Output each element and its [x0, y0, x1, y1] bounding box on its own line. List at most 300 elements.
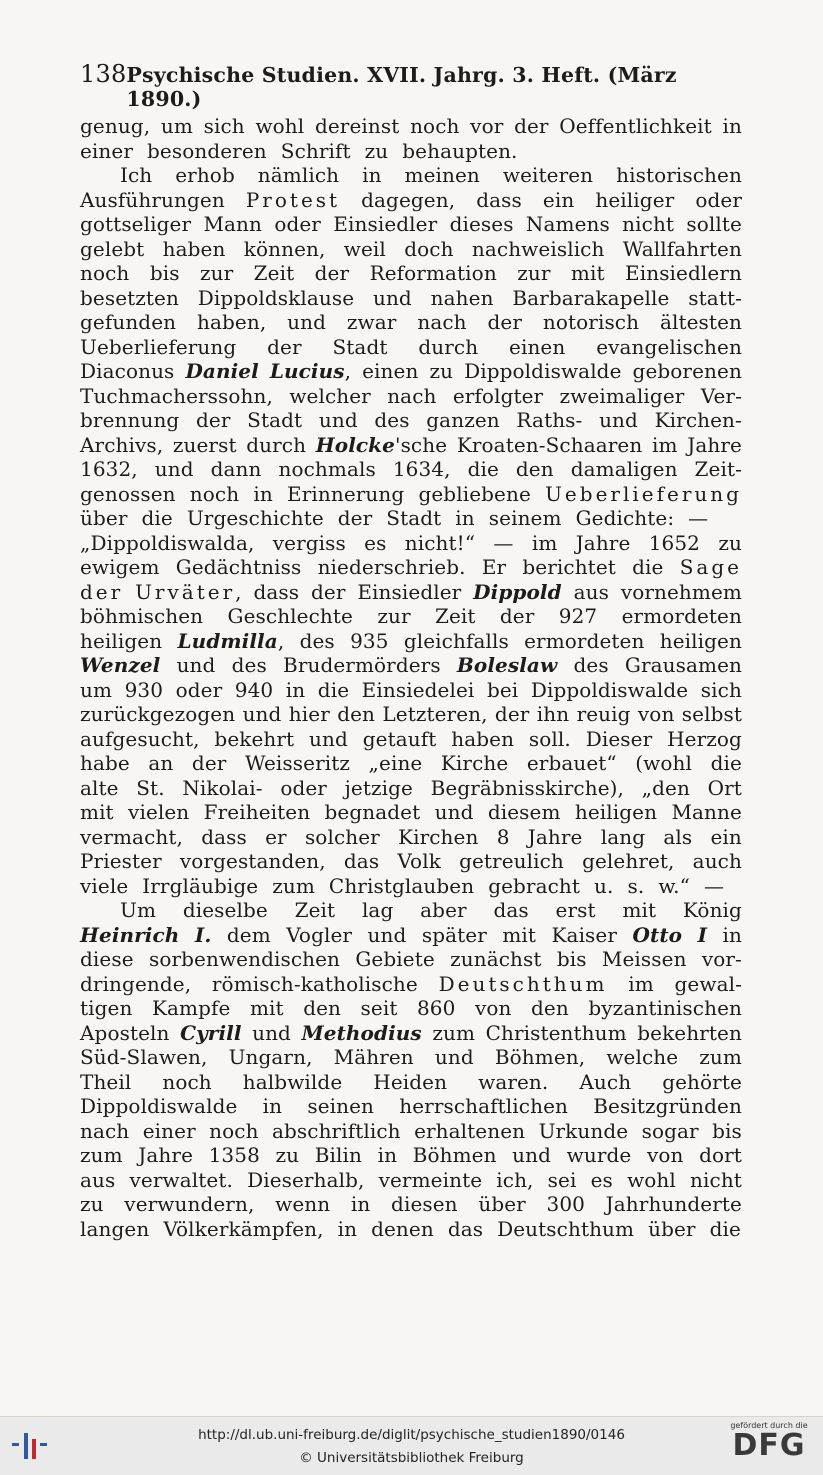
- word: Sage: [679, 555, 742, 579]
- word: Boleslaw: [456, 653, 558, 677]
- word: zur: [199, 261, 234, 285]
- text-line: [80, 678, 742, 703]
- word: Stadt: [332, 334, 388, 359]
- word: Urkunde: [538, 1118, 629, 1143]
- text-line: [80, 825, 742, 850]
- word: im: [531, 530, 558, 555]
- word: u.: [594, 873, 614, 898]
- word: jetzige: [344, 775, 413, 800]
- word: —: [493, 530, 514, 555]
- word: Er: [481, 555, 507, 579]
- word: es: [590, 1167, 613, 1192]
- word: bekehrt: [214, 726, 295, 751]
- word: Dieser: [585, 726, 653, 751]
- word: es: [364, 530, 387, 555]
- word: Urgeschichte: [186, 506, 324, 530]
- word: historischen: [616, 163, 742, 187]
- word: einer: [80, 138, 134, 163]
- text-line: [80, 335, 742, 360]
- word: getreulich: [459, 849, 564, 873]
- word: gebracht: [488, 873, 581, 898]
- text-line: [80, 972, 742, 997]
- word: Jahre: [687, 432, 742, 457]
- word: Ueberlieferung: [545, 481, 742, 506]
- word: vielen: [128, 800, 190, 824]
- word: Barbarakapelle: [512, 285, 670, 310]
- word: aber: [420, 898, 467, 922]
- word: nachweislich: [471, 236, 605, 261]
- text-line: [80, 653, 742, 678]
- word: erfolgter: [452, 383, 544, 408]
- word: oder: [274, 212, 321, 236]
- text-line: [80, 776, 742, 801]
- word: erst: [555, 898, 596, 922]
- word: heiligen: [80, 628, 163, 653]
- word: vor: [470, 114, 504, 138]
- word: in: [350, 1192, 371, 1216]
- word: bis: [712, 1118, 742, 1143]
- word: in: [377, 1143, 398, 1167]
- word: zu: [80, 1192, 104, 1216]
- word: zur: [377, 604, 411, 628]
- word: mit: [502, 922, 537, 947]
- word: Ver-: [700, 383, 742, 408]
- word: die: [632, 555, 664, 579]
- word: nahen: [430, 285, 494, 310]
- word: Dippoldsklause: [197, 285, 355, 310]
- dfg-caption: gefördert durch die: [730, 1421, 808, 1430]
- text-line: [80, 1070, 742, 1095]
- text-line: [80, 1217, 742, 1242]
- word: 8: [496, 824, 510, 849]
- word: erbauet“: [526, 751, 617, 775]
- word: zu: [429, 359, 454, 383]
- text-line: [80, 1021, 742, 1046]
- word: den: [531, 996, 569, 1020]
- word: aufgesucht,: [80, 726, 200, 751]
- word: ganzen: [426, 408, 500, 432]
- word: reuig: [576, 702, 631, 726]
- text-line: [80, 237, 742, 262]
- word: Nikolai-: [182, 775, 263, 800]
- word: auch: [692, 849, 742, 873]
- word: 1358: [208, 1143, 260, 1167]
- word: Kirche: [440, 751, 509, 775]
- word: ältesten: [659, 310, 742, 334]
- word: Weisseritz: [244, 751, 351, 775]
- word: Um: [120, 898, 157, 922]
- word: und: [434, 1045, 474, 1069]
- word: Archivs,: [80, 432, 164, 457]
- word: und: [318, 408, 358, 432]
- word: Jahrhunderte: [605, 1192, 742, 1216]
- word: mit: [570, 261, 605, 285]
- word: Oeffentlichkeit: [559, 114, 712, 138]
- word: oder: [280, 775, 327, 800]
- word: Lucius,: [269, 359, 352, 383]
- word: verwaltet.: [129, 1167, 233, 1192]
- text-line: [80, 188, 742, 213]
- word: Ueberlieferung: [80, 334, 237, 359]
- word: „eine: [368, 751, 423, 775]
- word: Einsiedlern: [625, 261, 742, 285]
- word: ein: [710, 824, 742, 849]
- text-line: [80, 800, 742, 825]
- word: in: [362, 163, 382, 187]
- word: dereinst: [314, 114, 400, 138]
- text-line: [80, 555, 742, 580]
- word: verwundern,: [124, 1192, 255, 1216]
- word: lag: [361, 898, 394, 922]
- word: sich: [203, 114, 245, 138]
- word: vermeinte: [378, 1167, 483, 1192]
- word: s.: [627, 873, 645, 898]
- word: Dippoldiswalde: [530, 677, 689, 702]
- word: über: [648, 1216, 696, 1241]
- word: Dippoldiswalde: [464, 359, 622, 383]
- word: noch: [189, 481, 240, 506]
- word: Volk: [397, 849, 441, 873]
- word: I: [697, 922, 708, 947]
- word: vornehmem: [620, 579, 742, 604]
- word: Wallfahrten: [622, 236, 742, 261]
- word: den: [303, 996, 342, 1020]
- text-line: [80, 1168, 742, 1193]
- word: römisch-katholische: [211, 971, 418, 996]
- word: Einsiedelei: [361, 677, 475, 702]
- word: Jahre: [527, 824, 583, 849]
- word: Ort: [707, 775, 742, 800]
- word: genug,: [80, 114, 151, 138]
- word: zu: [275, 1143, 300, 1167]
- word: über: [80, 506, 128, 530]
- text-line: [80, 629, 742, 654]
- text-line: [80, 139, 742, 164]
- text-line: [80, 874, 742, 899]
- word: waren.: [478, 1069, 549, 1094]
- word: Dippoldiswalde: [80, 1094, 238, 1118]
- text-line: [80, 727, 742, 752]
- text-line: [80, 996, 742, 1021]
- word: 930: [124, 677, 164, 702]
- word: Kroaten-Schaaren: [456, 432, 643, 457]
- word: lang: [600, 824, 646, 849]
- word: Mähren: [333, 1045, 414, 1069]
- word: und: [512, 1143, 552, 1167]
- word: zur: [517, 261, 551, 285]
- word: können,: [243, 236, 326, 261]
- word: 927: [558, 604, 598, 628]
- word: die: [467, 457, 499, 481]
- word: in: [337, 1216, 358, 1241]
- word: in: [253, 481, 273, 506]
- word: 940: [234, 677, 274, 702]
- word: er: [265, 824, 287, 849]
- word: denen: [371, 1216, 434, 1241]
- word: nämlich: [257, 163, 340, 187]
- text-line: [80, 286, 742, 311]
- word: Aposteln: [80, 1020, 170, 1045]
- word: und: [287, 310, 327, 334]
- word: besetzten: [80, 285, 179, 310]
- word: alte: [80, 775, 119, 800]
- word: Süd-Slawen,: [80, 1045, 208, 1069]
- word: (wohl: [635, 751, 693, 775]
- word: die: [710, 751, 742, 775]
- word: ermordeten: [524, 628, 645, 653]
- word: berichtet: [522, 555, 616, 579]
- word: der: [314, 261, 350, 285]
- word: im: [628, 971, 654, 996]
- word: dieselbe: [182, 898, 268, 922]
- word: soll.: [528, 726, 571, 751]
- word: Kirchen: [398, 824, 479, 849]
- word: noch: [209, 1118, 259, 1143]
- word: einen: [362, 359, 419, 383]
- word: halbwilde: [242, 1069, 343, 1094]
- word: zweimaliger: [559, 383, 685, 408]
- word: Zeit-: [694, 457, 742, 481]
- word: haben,: [197, 310, 267, 334]
- word: selbst: [681, 702, 742, 726]
- word: gottseliger: [80, 212, 192, 236]
- word: zum: [80, 1143, 123, 1167]
- word: als: [663, 824, 693, 849]
- word: durch: [418, 334, 479, 359]
- word: Begräbnisskirche),: [430, 775, 625, 800]
- word: und: [154, 457, 194, 481]
- word: weiteren: [502, 163, 594, 187]
- word: Grausamen: [624, 653, 742, 677]
- word: Ausführungen: [80, 187, 225, 212]
- word: solcher: [304, 824, 380, 849]
- word: getauft: [362, 726, 437, 751]
- text-line: [80, 384, 742, 409]
- word: St.: [136, 775, 165, 800]
- word: in: [722, 922, 742, 947]
- dfg-logo: [725, 1421, 813, 1473]
- word: Einsiedler: [333, 212, 438, 236]
- word: gefunden: [80, 310, 177, 334]
- word: Dieserhalb,: [247, 1167, 365, 1192]
- word: über: [478, 1192, 526, 1216]
- word: einer: [142, 1118, 196, 1143]
- word: Reformation: [369, 261, 497, 285]
- word: gewal-: [674, 971, 742, 996]
- word: zum: [432, 1020, 476, 1045]
- word: Stadt: [386, 506, 442, 530]
- word: doch: [404, 236, 454, 261]
- text-line: [80, 212, 742, 237]
- word: Cyrill: [180, 1020, 242, 1045]
- word: bis: [149, 261, 180, 285]
- word: Freiheiten: [203, 800, 311, 824]
- word: der: [267, 334, 302, 359]
- word: um: [80, 677, 113, 702]
- word: brennung: [80, 408, 180, 432]
- running-header: [80, 60, 740, 111]
- word: oder: [175, 677, 223, 702]
- word: Böhmen,: [494, 1045, 586, 1069]
- word: gleichfalls: [403, 628, 509, 653]
- word: Auch: [579, 1069, 632, 1094]
- word: gebliebene: [418, 481, 531, 506]
- word: diesem: [487, 800, 561, 824]
- word: I.: [194, 922, 212, 947]
- word: vergiss: [272, 530, 346, 555]
- word: Theil: [80, 1069, 132, 1094]
- word: dann: [210, 457, 262, 481]
- word: 935: [350, 628, 389, 653]
- text-line: [80, 1094, 742, 1119]
- word: Geschlechte: [227, 604, 353, 628]
- word: und: [309, 726, 348, 751]
- word: Irrgläubige: [142, 873, 259, 898]
- word: und: [434, 800, 474, 824]
- word: heiligen: [659, 628, 742, 653]
- word: Holcke'sche: [315, 432, 448, 457]
- word: nach: [417, 310, 467, 334]
- word: zum: [699, 1045, 742, 1069]
- text-line: [80, 923, 742, 948]
- word: dass: [201, 824, 247, 849]
- text-line: [80, 751, 742, 776]
- word: und: [367, 922, 407, 947]
- word: Deutschthum: [497, 1216, 635, 1241]
- word: 1632,: [80, 457, 138, 481]
- word: dort: [699, 1143, 742, 1167]
- word: diesen: [391, 1192, 458, 1216]
- word: von: [637, 702, 675, 726]
- word: welche: [606, 1045, 679, 1069]
- word: 1652: [648, 530, 701, 555]
- word: genossen: [80, 481, 176, 506]
- text-line: [80, 604, 742, 629]
- word: die: [317, 677, 350, 702]
- word: dass: [253, 579, 300, 604]
- word: in: [285, 677, 306, 702]
- word: zum: [272, 873, 315, 898]
- word: dringende,: [80, 971, 192, 996]
- word: in: [455, 506, 475, 530]
- word: bis: [556, 947, 587, 971]
- word: nach: [80, 1118, 130, 1143]
- word: Methodius: [301, 1020, 422, 1045]
- word: Gedichte:: [575, 506, 675, 530]
- word: der: [499, 604, 535, 628]
- word: tigen: [80, 996, 133, 1020]
- word: Erinnerung: [287, 481, 405, 506]
- word: byzantinischen: [588, 996, 742, 1020]
- word: und: [176, 653, 216, 677]
- word: Brudermörders: [283, 653, 441, 677]
- word: des: [374, 408, 410, 432]
- word: Herzog: [667, 726, 742, 751]
- word: und: [599, 408, 638, 432]
- word: das: [343, 849, 380, 873]
- word: später: [421, 922, 487, 947]
- word: der: [487, 310, 523, 334]
- word: Raths-: [516, 408, 583, 432]
- word: zu: [364, 138, 389, 163]
- word: statt-: [688, 285, 742, 310]
- word: Vogler: [286, 922, 353, 947]
- word: Ich: [120, 163, 153, 187]
- word: Deutschthum: [438, 971, 608, 996]
- word: Völkerkämpfen,: [163, 1216, 324, 1241]
- word: der: [191, 751, 227, 775]
- word: dieses: [449, 212, 514, 236]
- text-line: [80, 531, 742, 556]
- word: heiliger: [595, 187, 675, 212]
- text-line: [80, 1192, 742, 1217]
- word: Zeit: [434, 604, 476, 628]
- word: 860: [416, 996, 456, 1020]
- word: Gedächtniss: [175, 555, 302, 579]
- page-number: 138: [80, 60, 127, 88]
- word: Daniel: [185, 359, 259, 383]
- word: habe: [80, 751, 130, 775]
- word: Einsiedler: [357, 579, 462, 604]
- word: begnadet: [324, 800, 421, 824]
- word: der: [80, 579, 124, 604]
- word: seit: [360, 996, 398, 1020]
- word: nicht: [690, 1167, 742, 1192]
- word: „Dippoldiswalda,: [80, 530, 255, 555]
- word: mit: [80, 800, 114, 824]
- word: dem: [226, 922, 271, 947]
- word: der: [196, 408, 231, 432]
- word: zurückgezogen: [80, 702, 236, 726]
- word: zwar: [346, 310, 397, 334]
- word: Wenzel: [80, 653, 161, 677]
- word: durch: [246, 432, 307, 457]
- text-line: [80, 482, 742, 507]
- word: in: [722, 114, 742, 138]
- word: meinen: [404, 163, 480, 187]
- word: des: [573, 653, 609, 677]
- word: Schrift: [280, 138, 351, 163]
- word: wohl: [255, 114, 305, 138]
- word: wurde: [566, 1143, 632, 1167]
- word: ermordeten: [621, 604, 742, 628]
- word: bekehrten: [637, 1020, 742, 1045]
- permalink-url[interactable]: http://dl.ub.uni-freiburg.de/diglit/psychische_studien1890/0146: [198, 1427, 625, 1443]
- word: 300: [546, 1192, 585, 1216]
- word: weil: [343, 236, 386, 261]
- word: gelehret,: [582, 849, 675, 873]
- word: diese: [80, 947, 134, 971]
- word: zuerst: [172, 432, 237, 457]
- word: dass: [476, 187, 522, 212]
- word: ich,: [496, 1167, 534, 1192]
- text-line: [80, 359, 742, 384]
- word: niederschrieb.: [317, 555, 466, 579]
- word: —: [703, 873, 725, 898]
- word: bei: [486, 677, 519, 702]
- text-line: [80, 1045, 742, 1070]
- word: notorisch: [542, 310, 640, 334]
- text-line: [80, 506, 742, 531]
- word: Gebiete: [355, 947, 435, 971]
- word: das: [493, 898, 529, 922]
- word: abschriftlich: [271, 1118, 401, 1143]
- word: Dippold: [473, 579, 562, 604]
- word: aus: [573, 579, 609, 604]
- word: Diaconus: [80, 359, 175, 383]
- text-line: [80, 947, 742, 972]
- word: nicht!“: [404, 530, 476, 555]
